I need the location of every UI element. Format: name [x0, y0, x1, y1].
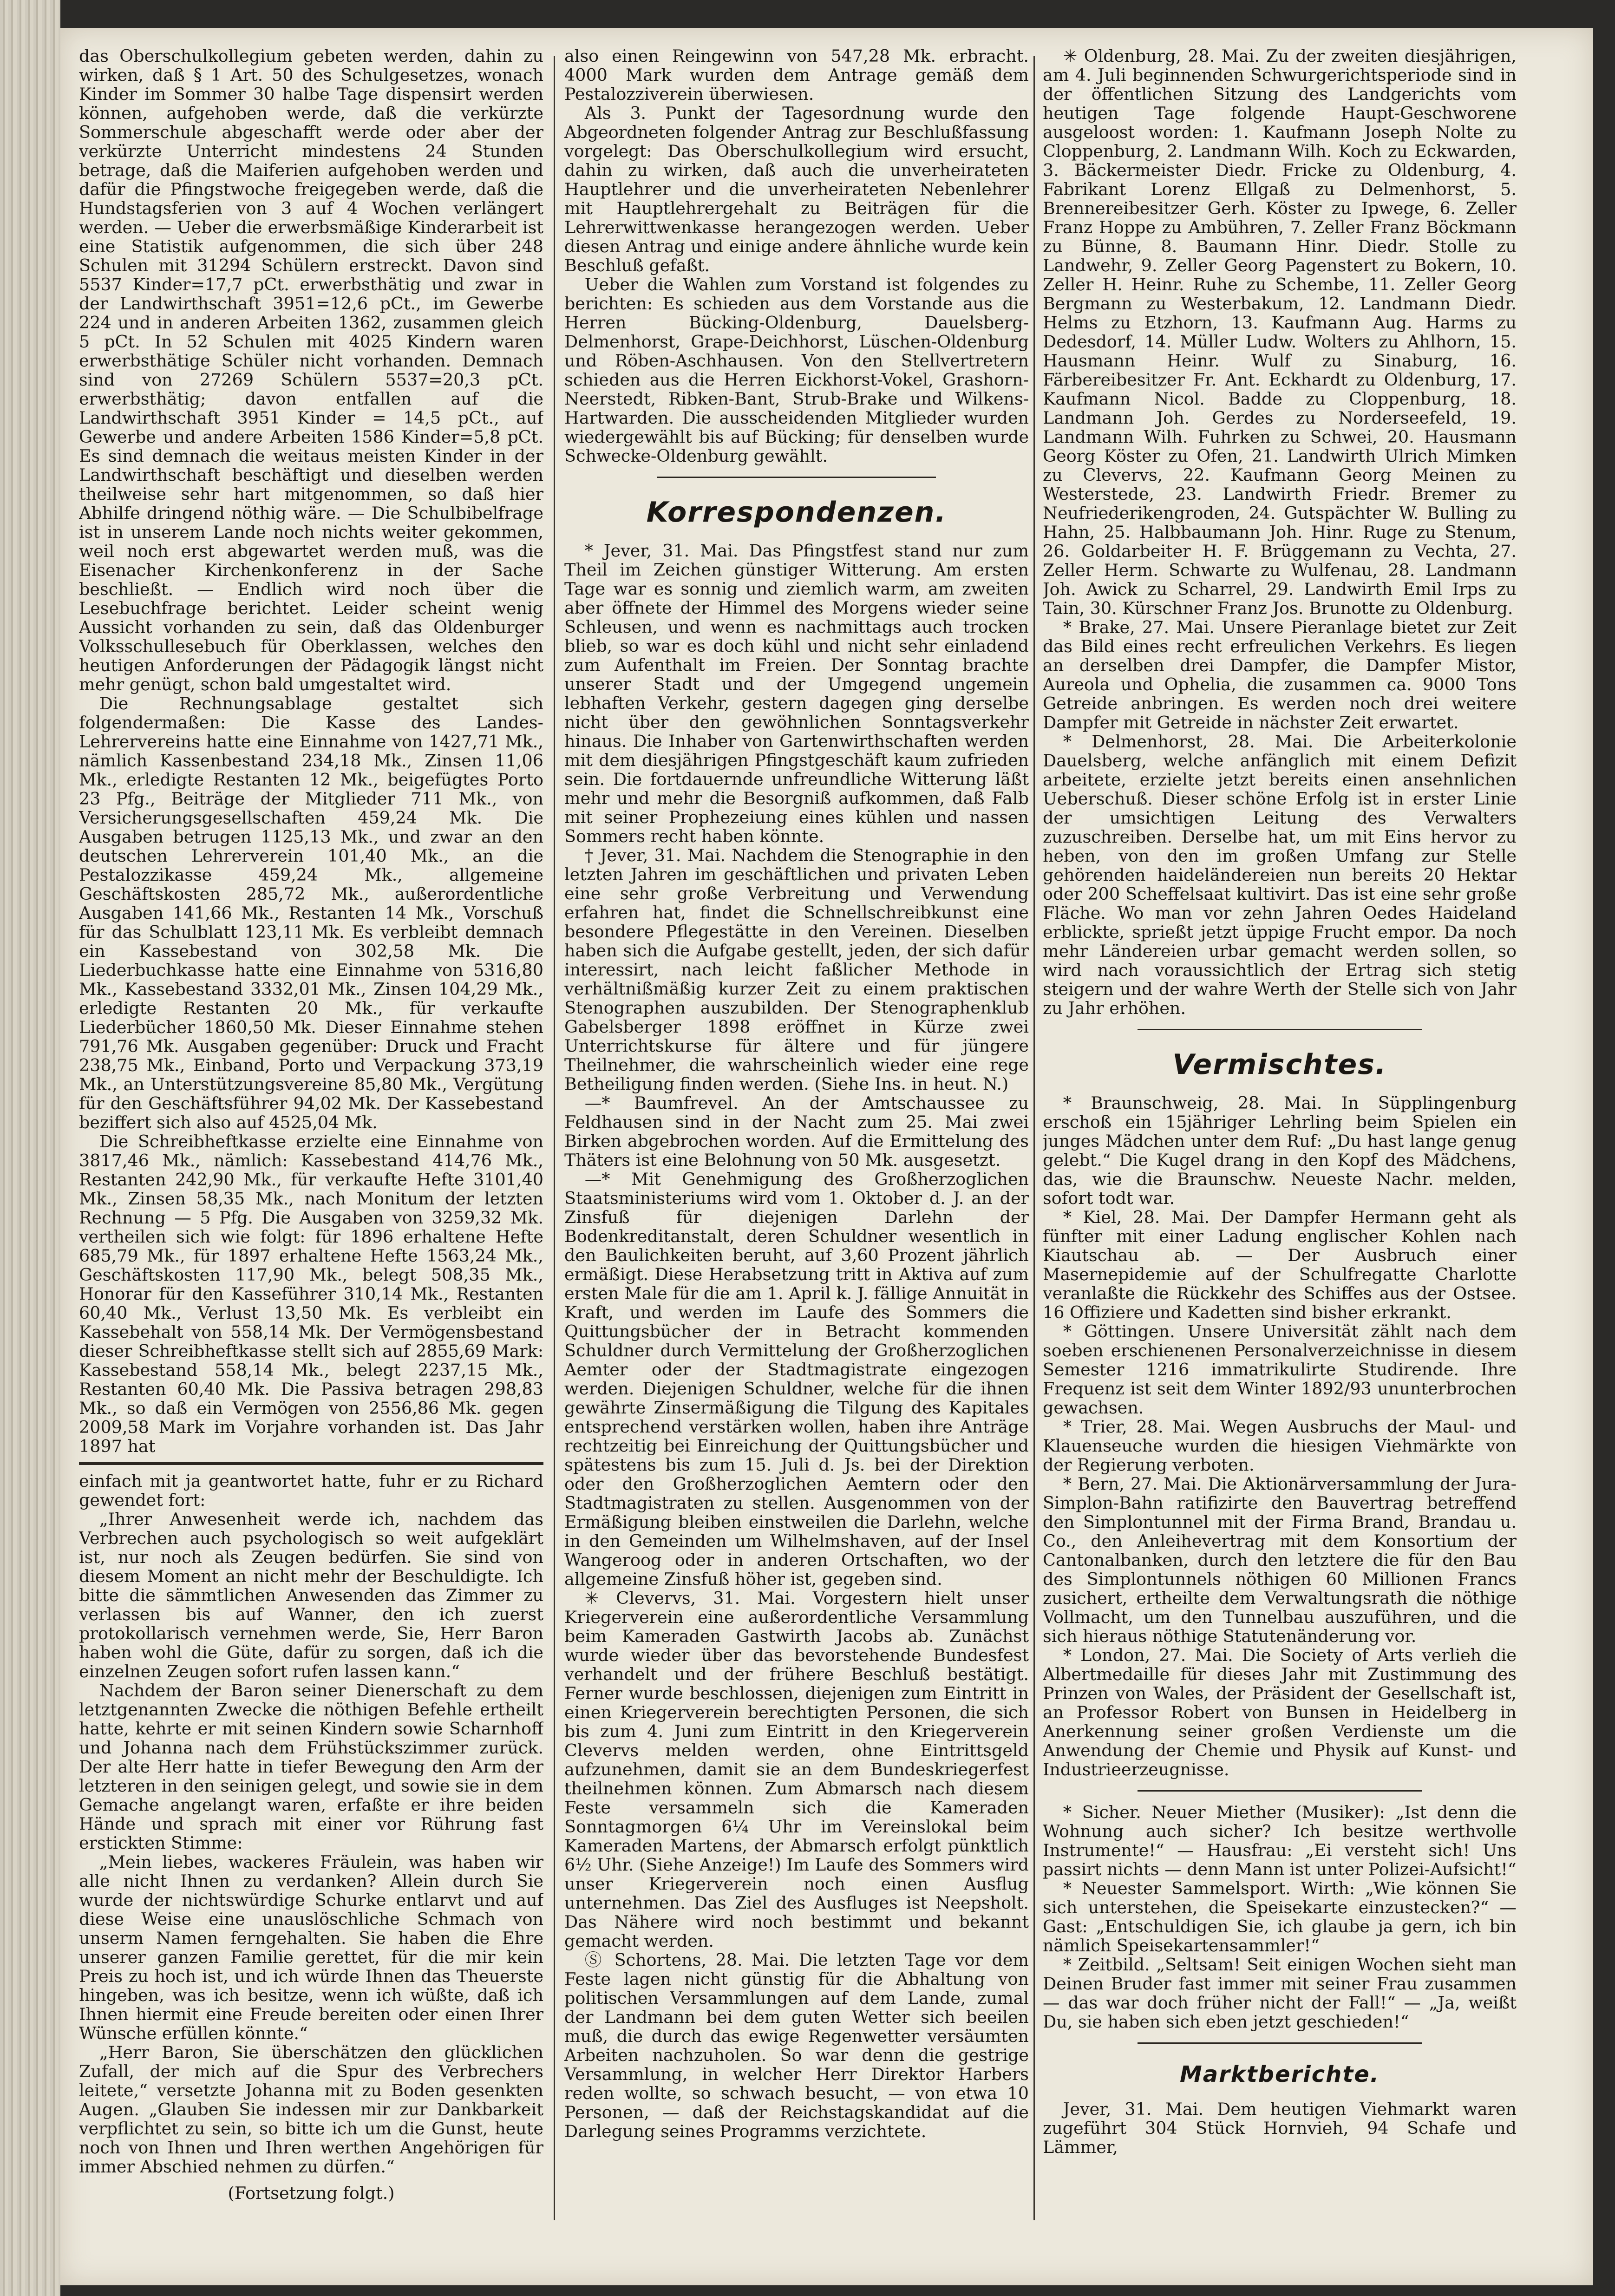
section-rule	[79, 1462, 543, 1465]
page-edges	[0, 0, 60, 2296]
column-left	[79, 46, 543, 2220]
news-item: * Trier, 28. Mai. Wegen Ausbruchs der Maul- und Klauenseuche wurden die hiesigen Viehmärkte von der Regierung verboten.	[1043, 1417, 1517, 1475]
anecdote-item: * Sicher. Neuer Miether (Musiker): „Ist denn die Wohnung auch sicher? Ich besitze werthvolle Instrumente!“ — Hausfrau: „Ei versteht sich! Uns passirt nichts — denn Mann ist unter Polizei-Aufsicht!“	[1043, 1802, 1517, 1879]
section-heading-marktberichte: Marktberichte.	[1179, 2061, 1380, 2087]
continuation-note: (Fortsetzung folgt.)	[228, 2183, 395, 2203]
news-item: ✳ Oldenburg, 28. Mai. Zu der zweiten diesjährigen, am 4. Juli beginnenden Schwurgerichtsperiode sind in der öffentlichen Sitzung des Landgerichts vom heutigen Tage folgende Haupt-Geschworene ausgeloost worden: 1. Kaufmann Joseph Nolte zu Cloppenburg, 2. Landmann Wilh. Koch zu Eckwarden, 3. Bäckermeister Diedr. Fricke zu Oldenburg, 4. Fabrikant Lorenz Ellgaß zu Delmenhorst, 5. Brennereibesitzer Gerh. Köster zu Ipwege, 6. Zeller Franz Hoppe zu Ambühren, 7. Zeller Franz Böckmann zu Bünne, 8. Baumann Hinr. Diedr. Stolle zu Landwehr, 9. Zeller Georg Pagenstert zu Bokern, 10. Zeller H. Heinr. Ruhe zu Schembe, 11. Zeller Georg Bergmann zu Westerbakum, 12. Landmann Diedr. Helms zu Etzhorn, 13. Kaufmann Aug. Harms zu Dedesdorf, 14. Müller Ludw. Wolters zu Ahlhorn, 15. Hausmann Heinr. Wulf zu Sinaburg, 16. Färbereibesitzer Fr. Ant. Eckhardt zu Oldenburg, 17. Kaufmann Nicol. Badde zu Cloppenburg, 18. Landmann Joh. Gerdes zu Norderseefeld, 19. Landmann Wilh. Fuhrken zu Schwei, 20. Hausmann Georg Köster zu Ofen, 21. Landwirth Ulrich Mimken zu Clevervs, 22. Kaufmann Georg Meinen zu Westerstede, 23. Landwirth Friedr. Bremer zu Neufriederikengroden, 24. Gutspächter W. Bulling zu Hahn, 25. Halbbaumann Joh. Hinr. Ruge zu Stenum, 26. Goldarbeiter H. F. Brüggemann zu Vechta, 27. Zeller Herm. Schwarte zu Wulfenau, 28. Landmann Joh. Awick zu Scharrel, 29. Landwirth Emil Irps zu Tain, 30. Kürschner Franz Jos. Brunotte zu Oldenburg.	[1043, 46, 1517, 618]
article-paragraph: Die Rechnungsablage gestaltet sich folgendermaßen: Die Kasse des Landes-Lehrervereins hatte eine Einnahme von 1427,71 Mk., nämlich Kassenbestand 234,18 Mk., Zinsen 11,06 Mk., erledigte Restanten 12 Mk., beigefügtes Porto 23 Pfg., Beiträge der Mitglieder 711 Mk., von Versicherungsgesellschaften 459,24 Mk. Die Ausgaben betrugen 1125,13 Mk., und zwar an den deutschen Lehrerverein 101,40 Mk., an die Pestalozzikasse 459,24 Mk., allgemeine Geschäftskosten 285,72 Mk., außerordentliche Ausgaben 141,66 Mk., Restanten 14 Mk., Vorschuß für das Schulblatt 123,11 Mk. Es verbleibt demnach ein Kassebestand von 302,58 Mk. Die Liederbuchkasse hatte eine Einnahme von 5316,80 Mk., Kassebestand 3332,01 Mk., Zinsen 104,29 Mk., erledigte Restanten 20 Mk., für verkaufte Liederbücher 1860,50 Mk. Dieser Einnahme stehen 791,76 Mk. Ausgaben gegenüber: Druck und Fracht 238,75 Mk., Einband, Porto und Verpackung 373,19 Mk., an Unterstützungsvereine 85,80 Mk., Vergütung für den Geschäftsführer 94,02 Mk. Der Kassebestand beziffert sich also auf 4525,04 Mk.	[79, 693, 543, 1132]
news-item: Ⓢ Schortens, 28. Mai. Die letzten Tage vor dem Feste lagen nicht günstig für die Abhaltung von politischen Versammlungen auf dem Lande, zumal der Landmann bei dem guten Wetter sich beeilen muß, die durch das ewige Regenwetter versäumten Arbeiten nachzuholen. So war denn die gestrige Versammlung, in welcher Herr Direktor Harbers reden wollte, so schwach besucht, — von etwa 10 Personen, — daß der Reichstagskandidat auf die Darlegung seines Programms verzichtete.	[564, 1950, 1029, 2141]
market-report: Jever, 31. Mai. Dem heutigen Viehmarkt waren zugeführt 304 Stück Hornvieh, 94 Schafe und Lämmer,	[1043, 2099, 1517, 2157]
news-item: * London, 27. Mai. Die Society of Arts verlieh die Albertmedaille für dieses Jahr mit Zustimmung des Prinzen von Wales, der Präsident der Gesellschaft ist, an Professor Robert von Bunsen in Heidelberg in Anerkennung seiner großen Verdienste um die Anwendung der Chemie und Physik auf Kunst- und Industrieerzeugnisse.	[1043, 1645, 1517, 1779]
feuilleton-paragraph: „Herr Baron, Sie überschätzen den glücklichen Zufall, der mich auf die Spur des Verbrechers leitete,“ versetzte Johanna mit zu Boden gesenkten Augen. „Glauben Sie indessen mir zur Dankbarkeit verpflichtet zu sein, so bitte ich um die Gunst, heute noch von Ihnen und Ihren werthen Angehörigen für immer Abschied nehmen zu dürfen.“	[79, 2042, 543, 2177]
section-rule	[1138, 2042, 1422, 2044]
article-paragraph: Die Schreibheftkasse erzielte eine Einnahme von 3817,46 Mk., nämlich: Kassebestand 414,76 Mk., Restanten 242,90 Mk., für verkaufte Hefte 3101,40 Mk., Zinsen 58,35 Mk., nach Monitum der letzten Rechnung — 5 Pfg. Die Ausgaben von 3259,32 Mk. vertheilen sich wie folgt: für 1896 erhaltene Hefte 685,79 Mk., für 1897 erhaltene Hefte 1563,24 Mk., Geschäftskosten 117,90 Mk., belegt 508,35 Mk., Honorar für den Kasseführer 310,14 Mk., Restanten 60,40 Mk., Verlust 13,50 Mk. Es verbleibt ein Kassebehalt von 558,14 Mk. Der Vermögensbestand dieser Schreibheftkasse stellt sich auf 2855,69 Mark: Kassebestand 558,14 Mk., belegt 2237,15 Mk., Restanten 60,40 Mk. Die Passiva betragen 298,83 Mk., so daß ein Vermögen von 2556,86 Mk. gegen 2009,58 Mark im Vorjahre vorhanden ist. Das Jahr 1897 hat	[79, 1132, 543, 1456]
column-middle	[564, 46, 1029, 2220]
article-paragraph: das Oberschulkollegium gebeten werden, dahin zu wirken, daß § 1 Art. 50 des Schulgesetzes, wonach Kinder im Sommer 30 halbe Tage dispensirt werden können, aufgehoben werde, daß die verkürzte Sommerschule abgeschafft werde oder aber der verkürzte Unterricht mindestens 24 Stunden betrage, daß die Maiferien aufgehoben werden und dafür die Pfingstwoche freigegeben werde, daß die Hundstagsferien von 3 auf 4 Wochen verlängert werden. — Ueber die erwerbsmäßige Kinderarbeit ist eine Statistik aufgenommen, die sich über 248 Schulen mit 31294 Schülern erstreckt. Davon sind 5537 Kinder=17,7 pCt. erwerbsthätig und zwar in der Landwirthschaft 3951=12,6 pCt., im Gewerbe 224 und in anderen Arbeiten 1362, zusammen gleich 5 pCt. In 52 Schulen mit 4025 Kindern waren erwerbsthätige Schüler nicht vorhanden. Demnach sind von 27269 Schülern 5537=20,3 pCt. erwerbsthätig; davon entfallen auf die Landwirthschaft 3951 Kinder = 14,5 pCt., auf Gewerbe und andere Arbeiten 1586 Kinder=5,8 pCt. Es sind demnach die weitaus meisten Kinder in der Landwirthschaft beschäftigt und dieselben werden theilweise sehr hart mitgenommen, so daß hier Abhilfe dringend nöthig wäre. — Die Schulbibelfrage ist in unserem Lande noch nichts weiter gekommen, weil noch erst abgewartet werden muß, was die Eisenacher Kirchenkonferenz in der Sache beschließt. — Endlich wird noch über die Lesebuchfrage berichtet. Leider scheint wenig Aussicht vorhanden zu sein, daß das Oldenburger Volksschullesebuch für Oberklassen, welches den heutigen Anforderungen der Pädagogik längst nicht mehr genügt, schon bald umgestaltet wird.	[79, 46, 543, 694]
article-paragraph: Als 3. Punkt der Tagesordnung wurde den Abgeordneten folgender Antrag zur Beschlußfassung vorgelegt: Das Oberschulkollegium wird ersucht, dahin zu wirken, daß auch die unverheirateten Hauptlehrer und die unverheirateten Nebenlehrer mit Hauptlehrergehalt zu Beiträgen für die Lehrerwittwenkasse herangezogen werden. Ueber diesen Antrag und einige andere ähnliche wurde kein Beschluß gefaßt.	[564, 103, 1029, 275]
feuilleton-paragraph: „Mein liebes, wackeres Fräulein, was haben wir alle nicht Ihnen zu verdanken? Allein durch Sie wurde der nichtswürdige Schurke entlarvt und auf diese Weise eine unauslöschliche Schmach von unserm Namen ferngehalten. Sie haben die Ehre unserer ganzen Familie gerettet, für die mir kein Preis zu hoch ist, und ich würde Ihnen das Theuerste hingeben, was ich besitze, wenn ich wüßte, daß ich Ihnen hiermit eine Freude bereiten oder einen Ihrer Wünsche erfüllen könnte.“	[79, 1852, 543, 2043]
anecdote-item: * Neuester Sammelsport. Wirth: „Wie können Sie sich unterstehen, die Speisekarte einzustecken?“ — Gast: „Entschuldigen Sie, ich glaube ja gern, ich bin nämlich Speisekartensammler!“	[1043, 1878, 1517, 1956]
section-rule	[657, 477, 936, 478]
column-divider	[1033, 56, 1035, 2220]
news-item: —* Mit Genehmigung des Großherzoglichen Staatsministeriums wird vom 1. Oktober d. J. an der Zinsfuß für diejenigen Darlehn der Bodenkreditanstalt, deren Schuldner wesentlich in den Baulichkeiten beruht, auf 3,60 Prozent jährlich ermäßigt. Diese Herabsetzung tritt in Aktiva auf zum ersten Male für die am 1. April k. J. fällige Annuität in Kraft, und werden im Laufe des Sommers die Quittungsbücher der in Betracht kommenden Schuldner durch Vermittelung der Großherzoglichen Aemter oder der Stadtmagistrate eingezogen werden. Diejenigen Schuldner, welche für die ihnen gewährte Zinsermäßigung die Tilgung des Kapitales entsprechend verstärken wollen, haben ihre Anträge rechtzeitig bei Einreichung der Quittungsbücher und spätestens bis zum 15. Juli d. Js. bei der Direktion oder den Großherzoglichen Aemtern oder den Stadtmagistraten zu stellen. Ausgenommen von der Ermäßigung bleiben einstweilen die Darlehn, welche in den Gemeinden um Wilhelmshaven, auf der Insel Wangeroog oder in anderen Ortschaften, wo der allgemeine Zinsfuß höher ist, gegeben sind.	[564, 1169, 1029, 1589]
section-rule	[1138, 1029, 1422, 1030]
news-item: * Bern, 27. Mai. Die Aktionärversammlung der Jura-Simplon-Bahn ratifizirte den Bauvertrag betreffend den Simplontunnel mit der Firma Brand, Brandau u. Co., den Anleihevertrag mit dem Konsortium der Cantonalbanken, durch den letztere die für den Bau des Simplontunnels nöthigen 60 Millionen Francs zusichert, ertheilte dem Verwaltungsrath die nöthige Vollmacht, um den Tunnelbau auszuführen, und die sich hieraus nöthige Statutenänderung vor.	[1043, 1474, 1517, 1646]
section-heading-vermischtes: Vermischtes.	[1172, 1048, 1387, 1081]
news-item: * Delmenhorst, 28. Mai. Die Arbeiterkolonie Dauelsberg, welche anfänglich mit einem Defizit arbeitete, erzielte jetzt bereits einen ansehnlichen Ueberschuß. Dieser schöne Erfolg ist in erster Linie der umsichtigen Leitung des Verwalters zuzuschreiben. Derselbe hat, um mit Eins hervor zu heben, von den im großen Umfang zur Stelle gehörenden haideländereien nun bereits 20 Hektar oder 200 Scheffelsaat kultivirt. Das ist eine sehr große Fläche. Wo man vor zehn Jahren Oedes Haideland erblickte, sprießt jetzt üppige Frucht empor. Da noch mehr Ländereien urbar gemacht werden sollen, so wird nach voraussichtlich der Ertrag sich stetig steigern und der wahre Werth der Stelle sich von Jahr zu Jahr erhöhen.	[1043, 732, 1517, 1018]
news-item: * Jever, 31. Mai. Das Pfingstfest stand nur zum Theil im Zeichen günstiger Witterung. Am ersten Tage war es sonnig und ziemlich warm, am zweiten aber öffnete der Himmel des Morgens wieder seine Schleusen, und wenn es nachmittags auch trocken blieb, so war es doch kühl und nicht sehr einladend zum Aufenthalt im Freien. Der Sonntag brachte unserer Stadt und der Umgegend ungemein lebhaften Verkehr, gestern dagegen ging derselbe nicht über den gewöhnlichen Sonntagsverkehr hinaus. Die Inhaber von Gartenwirthschaften werden mit dem diesjährigen Pfingstgeschäft kaum zufrieden sein. Die fortdauernde unfreundliche Witterung läßt mehr und mehr die Besorgniß aufkommen, daß Falb mit seiner Prophezeiung eines kühlen und nassen Sommers recht haben könnte.	[564, 541, 1029, 846]
section-heading-korrespondenzen: Korrespondenzen.	[646, 496, 947, 529]
column-divider	[554, 56, 555, 2220]
column-right	[1043, 46, 1517, 2220]
section-rule	[1138, 1790, 1422, 1792]
news-item: * Braunschweig, 28. Mai. In Süpplingenburg erschoß ein 15jähriger Lehrling beim Spielen ein junges Mädchen unter dem Ruf: „Du hast lange genug gelebt.“ Die Kugel drang in den Kopf des Mädchens, das, wie die Braunschw. Neueste Nachr. melden, sofort todt war.	[1043, 1093, 1517, 1208]
article-paragraph: also einen Reingewinn von 547,28 Mk. erbracht. 4000 Mark wurden dem Antrage gemäß dem Pestalozziverein überwiesen.	[564, 46, 1029, 104]
news-item: * Kiel, 28. Mai. Der Dampfer Hermann geht als fünfter mit einer Ladung englischer Kohlen nach Kiautschau ab. — Der Ausbruch einer Masernepidemie auf der Schulfregatte Charlotte veranlaßte die Rückkehr des Schiffes aus der Ostsee. 16 Offiziere und Kadetten sind bisher erkrankt.	[1043, 1207, 1517, 1322]
feuilleton-paragraph: „Ihrer Anwesenheit werde ich, nachdem das Verbrechen auch psychologisch so weit aufgeklärt ist, nur noch als Zeugen bedürfen. Sie sind von diesem Moment an nicht mehr der Beschuldigte. Ich bitte die sämmtlichen Anwesenden das Zimmer zu verlassen bis auf Wanner, den ich zuerst protokollarisch vernehmen werde, Sie, Herr Baron haben wohl die Güte, dafür zu sorgen, daß ich die einzelnen Zeugen sofort rufen lassen kann.“	[79, 1509, 543, 1681]
anecdote-item: * Zeitbild. „Seltsam! Seit einigen Wochen sieht man Deinen Bruder fast immer mit seiner Frau zusammen — das war doch früher nicht der Fall!“ — „Ja, weißt Du, sie haben sich eben jetzt geschieden!“	[1043, 1955, 1517, 2032]
news-item: ✳ Clevervs, 31. Mai. Vorgestern hielt unser Kriegerverein eine außerordentliche Versammlung beim Kameraden Gastwirth Jacobs ab. Zunächst wurde wieder über das bevorstehende Bundesfest verhandelt und der frühere Beschluß bestätigt. Ferner wurde beschlossen, diejenigen zum Eintritt in einen Kriegerverein berechtigten Personen, die sich bis zum 4. Juni zum Eintritt in den Kriegerverein Clevervs melden werden, ohne Eintrittsgeld aufzunehmen, damit sie an dem Bundeskriegerfest theilnehmen können. Zum Abmarsch nach diesem Feste versammeln sich die Kameraden Sonntagmorgen 6¼ Uhr im Vereinslokal beim Kameraden Martens, der Abmarsch erfolgt pünktlich 6½ Uhr. (Siehe Anzeige!) Im Laufe des Sommers wird unser Kriegerverein noch einen Ausflug unternehmen. Das Ziel des Ausfluges ist Neepsholt. Das Nähere wird noch bestimmt und bekannt gemacht werden.	[564, 1588, 1029, 1951]
news-item: * Göttingen. Unsere Universität zählt nach dem soeben erschienenen Personalverzeichnisse in diesem Semester 1216 immatrikulirte Studirende. Ihre Frequenz ist seit dem Winter 1892/93 ununterbrochen gewachsen.	[1043, 1321, 1517, 1418]
feuilleton-paragraph: Nachdem der Baron seiner Dienerschaft zu dem letztgenannten Zwecke die nöthigen Befehle ertheilt hatte, kehrte er mit seinen Kindern sowie Scharnhoff und Johanna nach dem Frühstückszimmer zurück. Der alte Herr hatte in tiefer Bewegung den Arm der letzteren in den seinigen gelegt, und sowie sie in dem Gemache angelangt waren, erfaßte er ihre beiden Hände und sprach mit einer vor Rührung fast erstickten Stimme:	[79, 1681, 543, 1853]
feuilleton-paragraph: einfach mit ja geantwortet hatte, fuhr er zu Richard gewendet fort:	[79, 1471, 543, 1510]
news-item: † Jever, 31. Mai. Nachdem die Stenographie in den letzten Jahren im geschäftlichen und privaten Leben eine sehr große Verbreitung und Verwendung erfahren hat, findet die Schnellschreibkunst eine besondere Pflegestätte in den Vereinen. Dieselben haben sich die Aufgabe gestellt, jeden, der sich dafür interessirt, nach leicht faßlicher Methode in verhältnißmäßig kurzer Zeit zu einem praktischen Stenographen auszubilden. Der Stenographenklub Gabelsberger 1898 eröffnet in Kürze zwei Unterrichtskurse für ältere und für jüngere Theilnehmer, die wahrscheinlich wieder eine rege Betheiligung finden werden. (Siehe Ins. in heut. N.)	[564, 845, 1029, 1094]
article-paragraph: Ueber die Wahlen zum Vorstand ist folgendes zu berichten: Es schieden aus dem Vorstande aus die Herren Bücking-Oldenburg, Dauelsberg-Delmenhorst, Grape-Deichhorst, Lüschen-Oldenburg und Röben-Aschhausen. Von den Stellvertretern schieden aus die Herren Eickhorst-Vokel, Grashorn-Neerstedt, Ribken-Bant, Strub-Brake und Wilkens-Hartwarden. Die ausscheidenden Mitglieder wurden wiedergewählt bis auf Bücking; für denselben wurde Schwecke-Oldenburg gewählt.	[564, 275, 1029, 466]
news-item: —* Baumfrevel. An der Amtschaussee zu Feldhausen sind in der Nacht zum 25. Mai zwei Birken abgebrochen worden. Auf die Ermittelung des Thäters ist eine Belohnung von 50 Mk. ausgesetzt.	[564, 1093, 1029, 1170]
news-item: * Brake, 27. Mai. Unsere Pieranlage bietet zur Zeit das Bild eines recht erfreulichen Verkehrs. Es liegen an derselben drei Dampfer, die Dampfer Mistor, Aureola und Ophelia, die zusammen ca. 9000 Tons Getreide anbringen. Es werden noch drei weitere Dampfer mit Getreide in nächster Zeit erwartet.	[1043, 617, 1517, 733]
